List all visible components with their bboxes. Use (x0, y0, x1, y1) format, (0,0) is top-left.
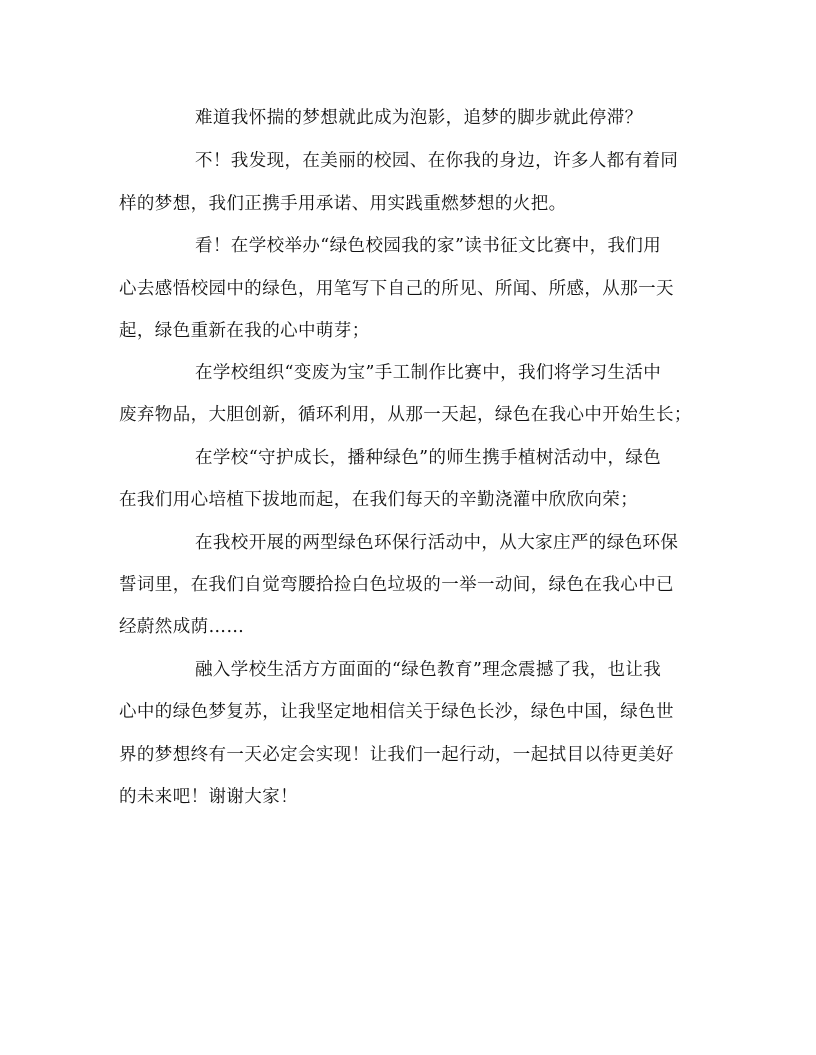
paragraph-line: 界的梦想终有一天必定会实现！让我们一起行动，一起拭目以待更美好 (119, 745, 674, 765)
paragraph-line: 看！在学校举办“绿色校园我的家”读书征文比赛中，我们用 (195, 236, 662, 256)
paragraph-line: 的未来吧！谢谢大家！ (119, 787, 298, 807)
paragraph-line: 融入学校生活方方面面的“绿色教育”理念震撼了我，也让我 (195, 660, 662, 680)
paragraph-line: 在学校“守护成长，播种绿色”的师生携手植树活动中，绿色 (195, 448, 662, 468)
paragraph-line: 不！我发现，在美丽的校园、在你我的身边，许多人都有着同 (195, 151, 679, 171)
paragraph-line: 难道我怀揣的梦想就此成为泡影，追梦的脚步就此停滞？ (195, 108, 643, 128)
paragraph-line: 在我校开展的两型绿色环保行活动中，从大家庄严的绿色环保 (195, 533, 679, 553)
paragraph-line: 在我们用心培植下拔地而起，在我们每天的辛勤浇灌中欣欣向荣； (119, 490, 639, 510)
paragraph-line: 在学校组织“变废为宝”手工制作比赛中，我们将学习生活中 (195, 363, 662, 383)
paragraph-line: 废弃物品，大胆创新，循环利用，从那一天起，绿色在我心中开始生长； (119, 405, 692, 425)
paragraph-line: 心中的绿色梦复苏，让我坚定地相信关于绿色长沙，绿色中国，绿色世 (119, 702, 674, 722)
paragraph-line: 心去感悟校园中的绿色，用笔写下自己的所见、所闻、所感，从那一天 (119, 279, 674, 299)
paragraph-line: 样的梦想，我们正携手用承诺、用实践重燃梦想的火把。 (119, 194, 567, 214)
paragraph-line: 起，绿色重新在我的心中萌芽； (119, 321, 370, 341)
paragraph-line: 经蔚然成荫…… (119, 617, 245, 637)
paragraph-line: 誓词里，在我们自觉弯腰拾捡白色垃圾的一举一动间，绿色在我心中已 (119, 575, 674, 595)
